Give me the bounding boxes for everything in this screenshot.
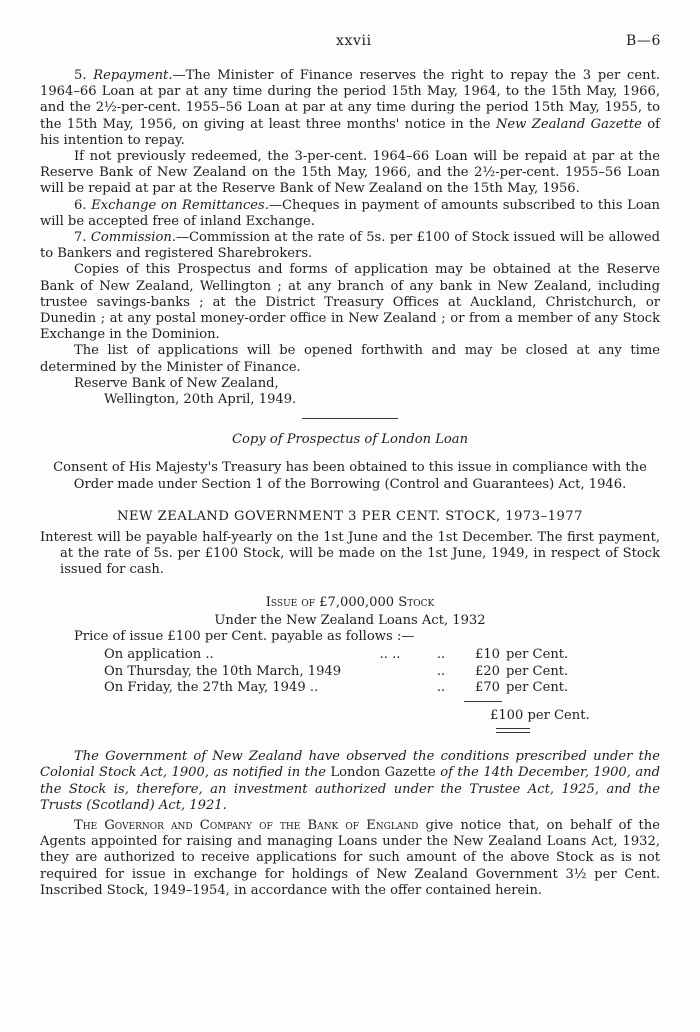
price-line: Price of issue £100 per Cent. payable as follows :— [74, 629, 415, 645]
repayment-text-end: of his intention to repay. [40, 116, 660, 148]
leader-dots: .. .. [379, 647, 401, 663]
total-amount: £100 per Cent. [490, 707, 590, 723]
leader-dots: .. [436, 647, 446, 663]
commission-text: —Commission at the rate of 5s. per £100 of Stock issued will be allowed to Bankers and registered Sharebrokers. [40, 230, 660, 262]
total-rule [464, 701, 502, 702]
issue-heading: Issue of £7,000,000 Stock [265, 594, 435, 610]
installment-row [104, 647, 604, 663]
stock-heading: NEW ZEALAND GOVERNMENT 3 PER CENT. STOCK, 1973–1977 [117, 508, 583, 524]
signoff-line-1: Reserve Bank of New Zealand, [74, 375, 279, 391]
clause-number: 6. [74, 197, 87, 213]
bank-notice-paragraph [40, 818, 660, 899]
interest-paragraph: Interest will be payable half-yearly on the 1st June and the 1st December. The first payment, at the rate of 5s. per £100 Stock, will be made on the 1st June, 1949, in respect of Stock issued for cash. [40, 530, 660, 578]
government-text-end: of the 14th December, 1900, and the Stock is, therefore, an investment authorized under the Trustee Act, 1925, and the Trusts (Scotland) Act, 1921. [40, 765, 660, 813]
installment-amount: £20 [475, 663, 500, 679]
leader-dots: .. [436, 663, 446, 679]
clause-heading: Commission. [90, 230, 176, 246]
clause-number: 7. [74, 230, 87, 246]
clause-heading: Repayment. [93, 68, 173, 83]
section-divider [302, 418, 398, 419]
redemption-paragraph: If not previously redeemed, the 3-per-cent. 1964–66 Loan will be repaid at par at the Reserve Bank of New Zealand on the 15th May, 1966, and the 2½-per-cent. 1955–56 Loan will be repaid at par at the Reserve Bank of New Zealand on the 15th May, 1956. [40, 149, 660, 197]
repayment-text: —The Minister of Finance reserves the right to repay the 3 per cent. 1964–66 Loan at par at any time during the period 15th May, 1964, to the 15th May, 1966, and the 2½-per-cent. 1955–56 Loan at par at any time during the period 15th May, 1955, to the 15th May, 1956, on giving at least three months' notice in the [40, 68, 660, 132]
page-header [0, 33, 700, 51]
installment-table [104, 647, 604, 696]
installment-desc: On Friday, the 27th May, 1949 .. [104, 679, 319, 695]
page-number-roman: xxvii [336, 33, 372, 49]
bank-notice-text: give notice that, on behalf of the Agents appointed for raising and managing Loans under the New Zealand Loans Act, 1932, they are authorized to receive applications for such amount of the above Stock as is not required for issue in exchange for holdings of New Zealand Government 3½ per Cent. Inscribed Stock, 1949–1954, in accordance with the offer contained herein. [40, 817, 660, 898]
installment-amount: £10 [475, 647, 500, 663]
clause-heading: Exchange on Remittances. [91, 197, 269, 213]
gazette-title: New Zealand Gazette [495, 116, 642, 132]
london-gazette-title: London Gazette [330, 765, 436, 781]
act-line: Under the New Zealand Loans Act, 1932 [214, 612, 486, 628]
london-title [40, 432, 660, 448]
installment-desc: On Thursday, the 10th March, 1949 [104, 663, 342, 679]
installment-unit: per Cent. [506, 679, 569, 695]
exchange-text: —Cheques in payment of amounts subscribed to this Loan will be accepted free of inland Exchange. [40, 197, 660, 229]
leader-dots [362, 680, 418, 696]
copies-paragraph: Copies of this Prospectus and forms of application may be obtained at the Reserve Bank of New Zealand, Wellington ; at any branch of any bank in New Zealand, including trustee savings-banks ; at the District Treasury Offices at Auckland, Christchurch, or Dunedin ; at any postal money-order office in New Zealand ; or from a member of any Stock Exchange in the Dominion. [40, 262, 660, 343]
bank-name: The Governor and Company of the Bank of England [74, 817, 419, 833]
london-title-text: Copy of Prospectus of London Loan [231, 432, 469, 448]
leader-dots: .. [436, 679, 446, 695]
installment-unit: per Cent. [506, 663, 569, 679]
government-text: The Government of New Zealand have observed the conditions prescribed under the Colonial Stock Act, 1900, as notified in the [40, 749, 660, 781]
installment-unit: per Cent. [506, 647, 569, 663]
consent-paragraph: Consent of His Majesty's Treasury has been obtained to this issue in compliance with the Order made under Section 1 of the Borrowing (Control and Guarantees) Act, 1946. [53, 460, 647, 492]
installment-amount: £70 [475, 679, 500, 695]
list-paragraph: The list of applications will be opened forthwith and may be closed at any time determined by the Minister of Finance. [40, 343, 660, 375]
installment-desc: On application .. [104, 647, 214, 663]
repayment-paragraph [40, 68, 660, 149]
commission-paragraph [40, 230, 660, 262]
exchange-paragraph [40, 198, 660, 230]
leader-dots [362, 664, 418, 680]
government-paragraph [40, 749, 660, 814]
document-code: B—6 [626, 33, 661, 49]
document-body [40, 68, 660, 899]
installment-row [104, 664, 604, 680]
clause-number: 5. [74, 68, 87, 83]
signoff-line-2: Wellington, 20th April, 1949. [104, 392, 297, 408]
installment-row [104, 680, 604, 696]
